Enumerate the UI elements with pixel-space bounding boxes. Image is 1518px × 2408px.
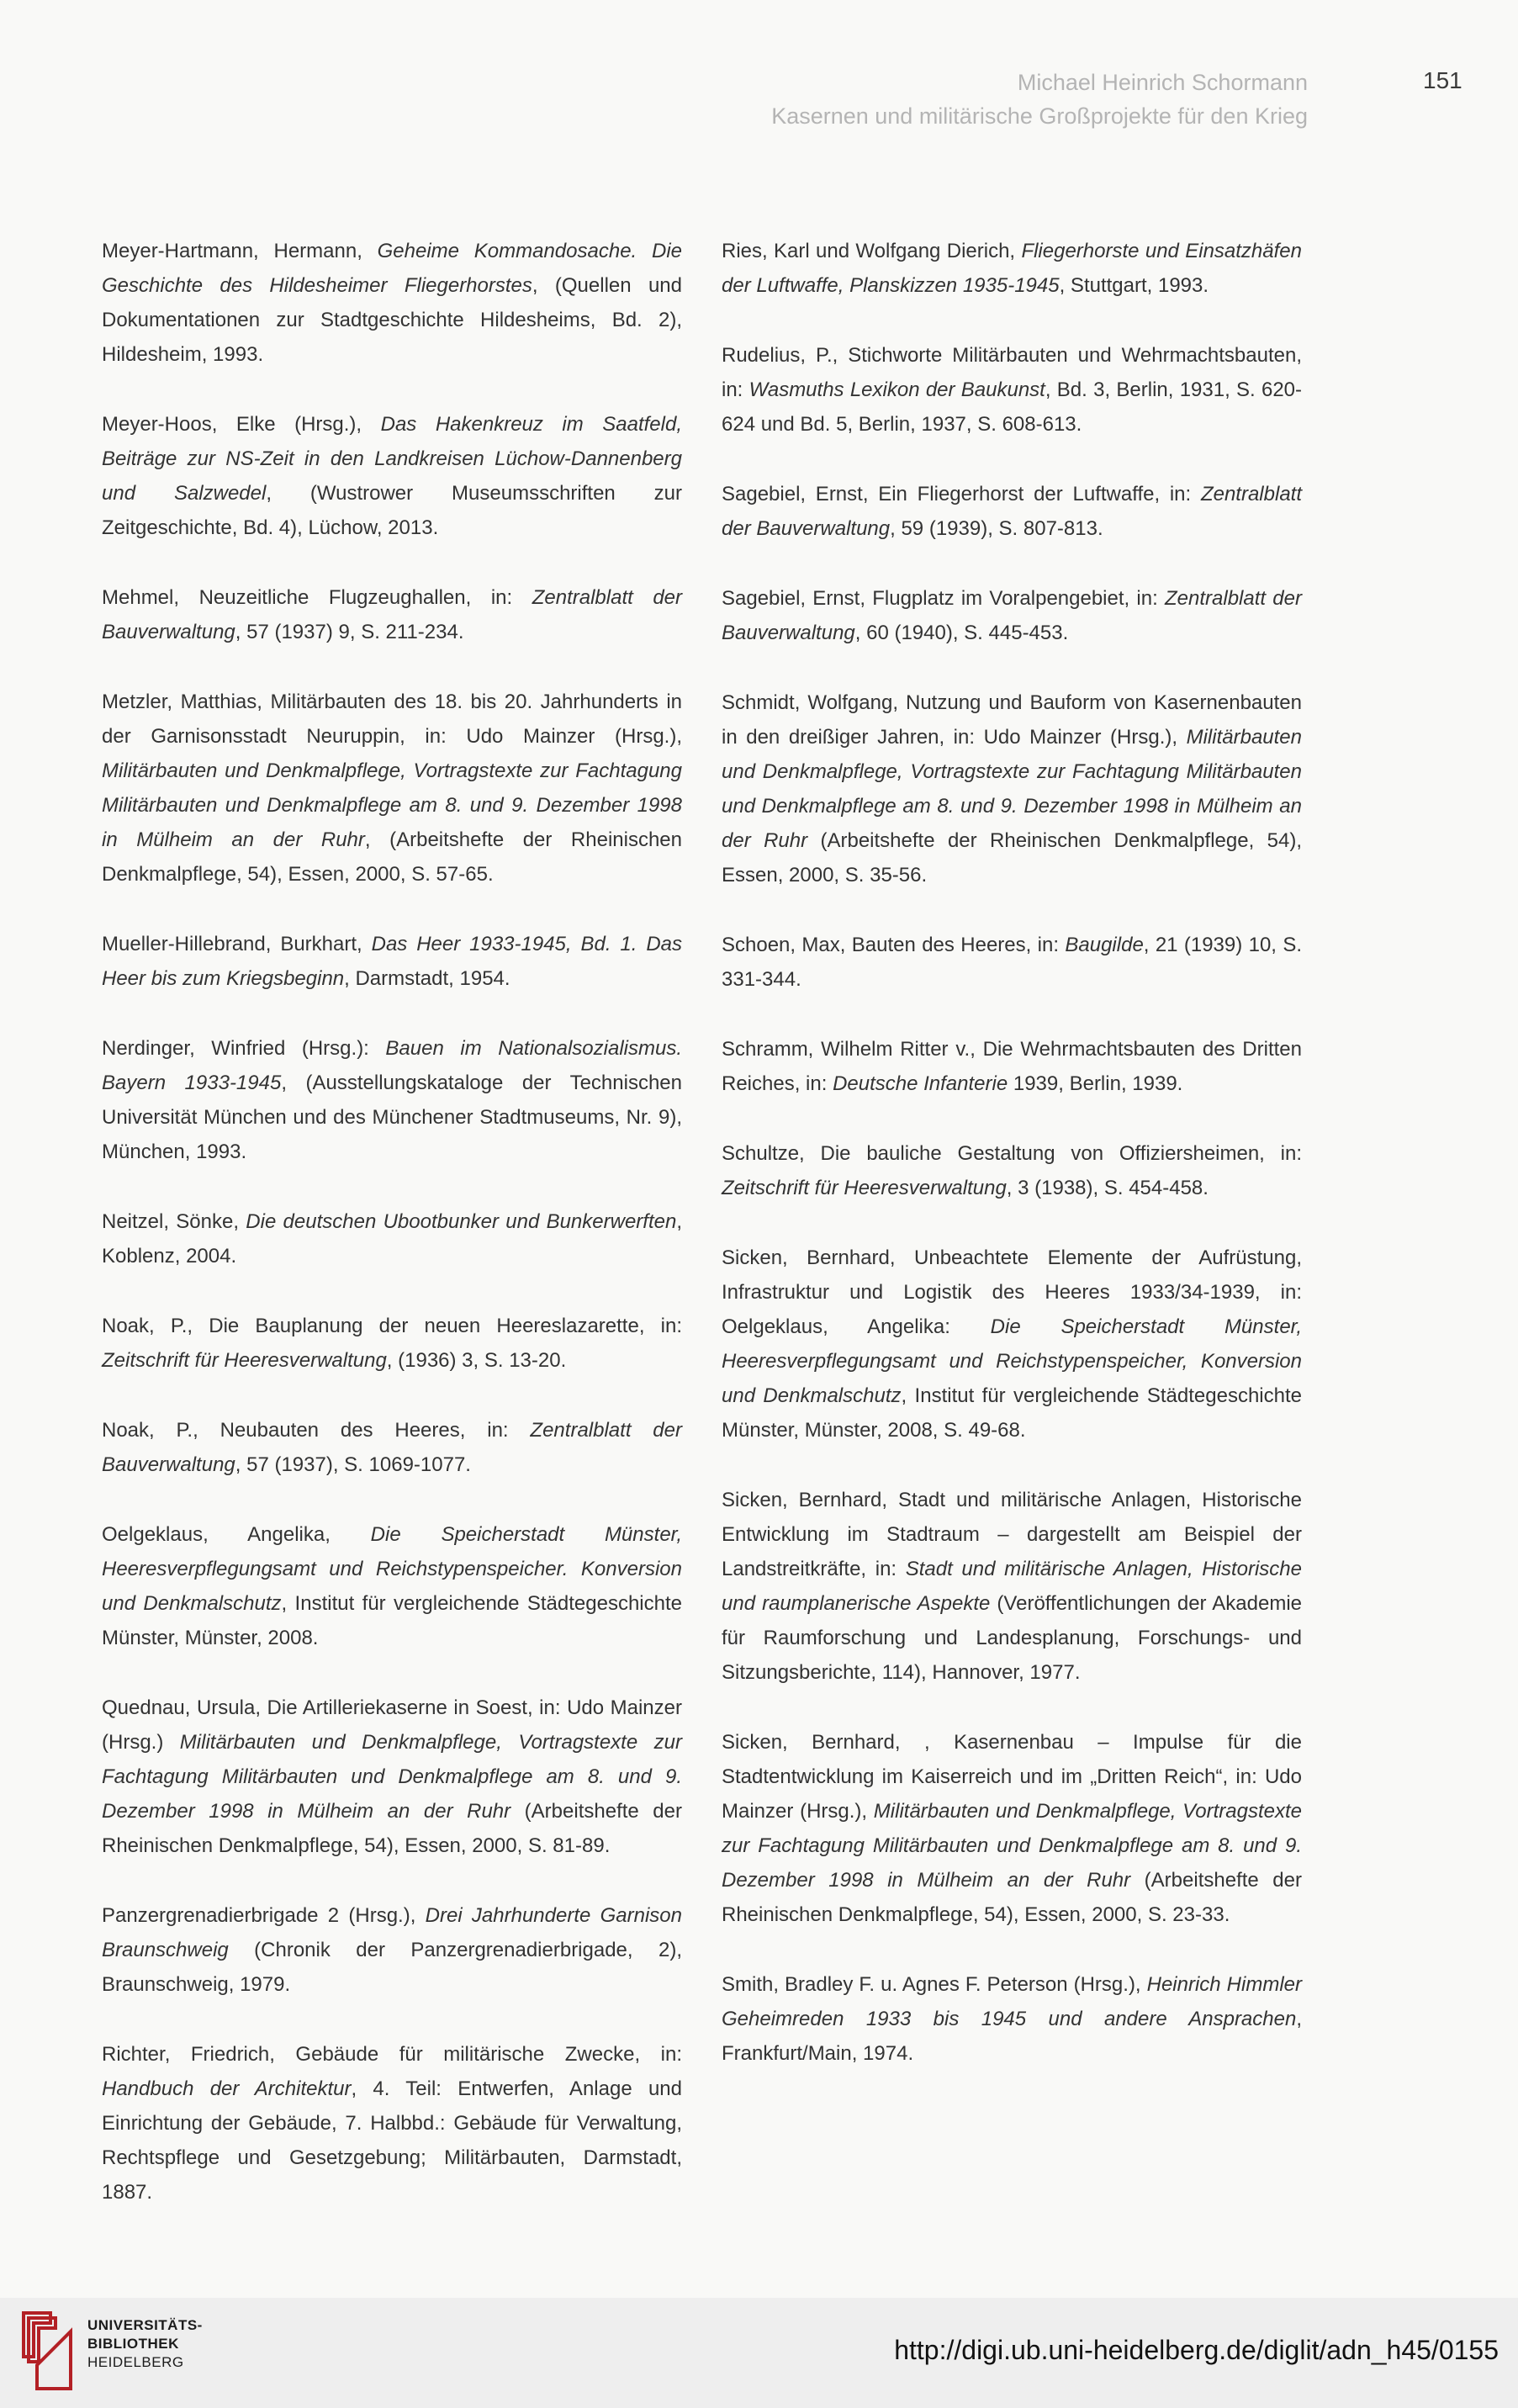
entry-title-italic: Zentralblatt der Bauverwaltung <box>102 1419 682 1476</box>
entry-text: , (Wustrower Museumsschriften zur Zeitgeschichte, Bd. 4), Lüchow, 2013. <box>102 482 683 539</box>
entry-text: Nerdinger, Winfried (Hrsg.): <box>102 1037 386 1060</box>
bibliography-entry <box>722 1483 1302 1690</box>
entry-text: , 59 (1939), S. 807-813. <box>890 517 1103 540</box>
entry-text: Noak, P., Die Bauplanung der neuen Heereslazarette, in: <box>102 1315 682 1337</box>
entry-text: Sicken, Bernhard, , Kasernenbau – Impulse für die Stadtentwicklung im Kaiserreich und im „Dritten Reich“, in: Udo Mainzer (Hrsg.), <box>722 1731 1302 1823</box>
entry-text: Sicken, Bernhard, Stadt und militärische Anlagen, Historische Entwicklung im Stadtraum – dargestellt am Beispiel der Landstreitkräfte, in: <box>722 1489 1302 1580</box>
bibliography-entry <box>722 234 1302 303</box>
entry-text: Schoen, Max, Bauten des Heeres, in: <box>722 934 1066 956</box>
entry-text: , 57 (1937), S. 1069-1077. <box>235 1453 471 1476</box>
bibliography-entry <box>722 581 1302 650</box>
entry-text: Metzler, Matthias, Militärbauten des 18. bis 20. Jahrhunderts in der Garnisonsstadt Neuruppin, in: Udo Mainzer (Hrsg.), <box>102 691 682 748</box>
entry-text: , Darmstadt, 1954. <box>344 967 510 990</box>
entry-text: , (Quellen und Dokumentationen zur Stadtgeschichte Hildesheims, Bd. 2), Hildesheim, 1993. <box>102 274 682 366</box>
library-name-line2: BIBLIOTHEK <box>87 2336 179 2352</box>
entry-text: , Bd. 3, Berlin, 1931, S. 620-624 und Bd. 5, Berlin, 1937, S. 608-613. <box>722 378 1303 436</box>
entry-text: Neitzel, Sönke, <box>102 1210 246 1233</box>
entry-text: Schramm, Wilhelm Ritter v., Die Wehrmachtsbauten des Dritten Reiches, in: <box>722 1038 1302 1095</box>
entry-title-italic: Die Speicherstadt Münster, Heeresverpflegungsamt und Reichstypenspeicher. Konversion und Denkmalschutz <box>102 1523 682 1615</box>
entry-text: , 60 (1940), S. 445-453. <box>854 622 1069 644</box>
bibliography-entry <box>102 407 682 545</box>
entry-title-italic: Bauen im Nationalsozialismus. Bayern 1933-1945 <box>102 1037 683 1094</box>
bibliography-entry <box>722 1725 1302 1932</box>
entry-text: Sagebiel, Ernst, Ein Fliegerhorst der Luftwaffe, in: <box>722 483 1201 505</box>
entry-title-italic: Militärbauten und Denkmalpflege, Vortragstexte zur Fachtagung Militärbauten und Denkmalpflege am 8. und 9. Dezember 1998 in Mülheim an der Ruhr <box>722 726 1302 852</box>
entry-text: Sagebiel, Ernst, Flugplatz im Voralpengebiet, in: <box>722 587 1166 610</box>
entry-text: (Arbeitshefte der Rheinischen Denkmalpflege, 54), Essen, 2000, S. 23-33. <box>722 1869 1302 1926</box>
page-number: 151 <box>1423 67 1462 93</box>
entry-title-italic: Geheime Kommandosache. Die Geschichte des Hildesheimer Fliegerhorstes <box>102 240 682 297</box>
entry-text: , (Ausstellungskataloge der Technischen Universität München und des Münchener Stadtmuseums, Nr. 9), München, 1993. <box>102 1072 682 1163</box>
entry-title-italic: Deutsche Infanterie <box>833 1072 1008 1095</box>
bibliography-left-column <box>102 234 682 2245</box>
entry-title-italic: Die deutschen Ubootbunker und Bunkerwerften <box>246 1210 677 1233</box>
entry-title-italic: Handbuch der Architektur <box>102 2077 352 2100</box>
bibliography-entry <box>102 685 682 892</box>
entry-text: Rudelius, P., Stichworte Militärbauten und Wehrmachtsbauten, in: <box>722 344 1302 401</box>
entry-text: , (Arbeitshefte der Rheinischen Denkmalpflege, 54), Essen, 2000, S. 57-65. <box>102 828 682 886</box>
running-header <box>771 66 1308 133</box>
entry-title-italic: Militärbauten und Denkmalpflege, Vortragstexte zur Fachtagung Militärbauten und Denkmalpflege am 8. und 9. Dezember 1998 in Mülheim an der Ruhr <box>102 1731 682 1823</box>
entry-text: Quednau, Ursula, Die Artilleriekaserne in Soest, in: Udo Mainzer (Hrsg.) <box>102 1696 682 1754</box>
entry-text: , 21 (1939) 10, S. 331-344. <box>722 934 1303 991</box>
bibliography-entry <box>722 685 1302 892</box>
entry-text: Ries, Karl und Wolfgang Dierich, <box>722 240 1022 262</box>
bibliography-entry <box>102 1517 682 1655</box>
entry-title-italic: Zentralblatt der Bauverwaltung <box>102 586 683 643</box>
bibliography-entry <box>102 1204 682 1273</box>
entry-text: Richter, Friedrich, Gebäude für militärische Zwecke, in: <box>102 2043 682 2066</box>
bibliography-entry <box>102 234 682 372</box>
entry-text: , Stuttgart, 1993. <box>1059 274 1209 297</box>
bibliography-entry <box>102 2037 682 2210</box>
entry-text: (Chronik der Panzergrenadierbrigade, 2), Braunschweig, 1979. <box>102 1939 682 1996</box>
bibliography-entry <box>722 1241 1302 1447</box>
entry-text: Meyer-Hoos, Elke (Hrsg.), <box>102 413 381 436</box>
entry-text: , 3 (1938), S. 454-458. <box>1006 1177 1209 1199</box>
entry-text: , Frankfurt/Main, 1974. <box>722 2008 1302 2065</box>
library-name-line1: UNIVERSITÄTS- <box>87 2317 203 2333</box>
header-author: Michael Heinrich Schormann <box>1017 70 1308 95</box>
bibliography-entry <box>722 1967 1302 2071</box>
entry-title-italic: Wasmuths Lexikon der Baukunst <box>748 378 1045 401</box>
bibliography-entry <box>102 927 682 996</box>
entry-text: Smith, Bradley F. u. Agnes F. Peterson (Hrsg.), <box>722 1973 1147 1996</box>
entry-title-italic: Zentralblatt der Bauverwaltung <box>722 587 1302 644</box>
entry-title-italic: Fliegerhorste und Einsatzhäfen der Luftwaffe, Planskizzen 1935-1945 <box>722 240 1302 297</box>
bibliography-entry <box>722 1136 1302 1205</box>
entry-text: Panzergrenadierbrigade 2 (Hrsg.), <box>102 1904 426 1927</box>
entry-text: (Arbeitshefte der Rheinischen Denkmalpflege, 54), Essen, 2000, S. 35-56. <box>722 829 1303 886</box>
entry-text: , Koblenz, 2004. <box>102 1210 682 1268</box>
entry-text: (Veröffentlichungen der Akademie für Raumforschung und Landesplanung, Forschungs- und Sitzungsberichte, 114), Hannover, 1977. <box>722 1592 1302 1684</box>
entry-title-italic: Zeitschrift für Heeresverwaltung <box>102 1349 387 1372</box>
entry-title-italic: Das Heer 1933-1945, Bd. 1. Das Heer bis zum Kriegsbeginn <box>102 933 683 990</box>
entry-text: , Institut für vergleichende Städtegeschichte Münster, Münster, 2008, S. 49-68. <box>722 1384 1302 1442</box>
bibliography-entry <box>722 477 1302 546</box>
bibliography-entry <box>722 338 1302 442</box>
entry-text: Meyer-Hartmann, Hermann, <box>102 240 378 262</box>
entry-text: Schultze, Die bauliche Gestaltung von Offiziersheimen, in: <box>722 1142 1302 1165</box>
entry-text: , (1936) 3, S. 13-20. <box>386 1349 567 1372</box>
entry-title-italic: Drei Jahrhunderte Garnison Braunschweig <box>102 1904 683 1961</box>
bibliography-entry <box>722 1032 1302 1101</box>
entry-text: , 57 (1937) 9, S. 211-234. <box>235 621 464 643</box>
bibliography-entry <box>102 1309 682 1378</box>
entry-text: 1939, Berlin, 1939. <box>1008 1072 1183 1095</box>
entry-title-italic: Die Speicherstadt Münster, Heeresverpflegungsamt und Reichstypenspeicher, Konversion und Denkmalschutz <box>722 1315 1302 1407</box>
entry-title-italic: Stadt und militärische Anlagen, Historische und raumplanerische Aspekte <box>722 1558 1302 1615</box>
bibliography-entry <box>102 580 682 649</box>
entry-text: Oelgeklaus, Angelika, <box>102 1523 371 1546</box>
entry-text: (Arbeitshefte der Rheinischen Denkmalpflege, 54), Essen, 2000, S. 81-89. <box>102 1800 682 1857</box>
library-logo-icon <box>17 2306 77 2395</box>
bibliography-entry <box>102 1898 682 2002</box>
entry-text: Sicken, Bernhard, Unbeachtete Elemente der Aufrüstung, Infrastruktur und Logistik des Heeres 1933/34-1939, in: Oelgeklaus, Angelika: <box>722 1246 1302 1338</box>
entry-title-italic: Militärbauten und Denkmalpflege, Vortragstexte zur Fachtagung Militärbauten und Denkmalpflege am 8. und 9. Dezember 1998 in Mülheim an der Ruhr <box>102 759 682 851</box>
header-title: Kasernen und militärische Großprojekte für den Krieg <box>771 103 1308 129</box>
entry-title-italic: Zentralblatt der Bauverwaltung <box>722 483 1302 540</box>
bibliography-right-column <box>722 234 1302 2106</box>
bibliography-entry <box>722 928 1302 997</box>
entry-text: Mehmel, Neuzeitliche Flugzeughallen, in: <box>102 586 532 609</box>
entry-text: , 4. Teil: Entwerfen, Anlage und Einrichtung der Gebäude, 7. Halbbd.: Gebäude für Verwaltung, Rechtspflege und Gesetzgebung; Militärbauten, Darmstadt, 1887. <box>102 2077 682 2204</box>
entry-title-italic: Militärbauten und Denkmalpflege, Vortragstexte zur Fachtagung Militärbauten und Denkmalpflege am 8. und 9. Dezember 1998 in Mülheim an der Ruhr <box>722 1800 1302 1892</box>
entry-text: , Institut für vergleichende Städtegeschichte Münster, Münster, 2008. <box>102 1592 682 1649</box>
entry-text: Mueller-Hillebrand, Burkhart, <box>102 933 372 955</box>
library-name <box>87 2316 203 2372</box>
entry-title-italic: Heinrich Himmler Geheimreden 1933 bis 1945 und andere Ansprachen <box>722 1973 1302 2030</box>
entry-title-italic: Zeitschrift für Heeresverwaltung <box>722 1177 1007 1199</box>
source-url[interactable]: http://digi.ub.uni-heidelberg.de/diglit/adn_h45/0155 <box>894 2335 1499 2365</box>
entry-title-italic: Das Hakenkreuz im Saatfeld, Beiträge zur NS-Zeit in den Landkreisen Lüchow-Dannenberg und Salzwedel <box>102 413 682 505</box>
library-name-line3: HEIDELBERG <box>87 2354 184 2370</box>
entry-text: Schmidt, Wolfgang, Nutzung und Bauform von Kasernenbauten in den dreißiger Jahren, in: Udo Mainzer (Hrsg.), <box>722 691 1302 749</box>
bibliography-entry <box>102 1413 682 1482</box>
entry-text: Noak, P., Neubauten des Heeres, in: <box>102 1419 531 1442</box>
entry-title-italic: Baugilde <box>1065 934 1144 956</box>
bibliography-entry <box>102 1031 682 1169</box>
bibliography-entry <box>102 1691 682 1863</box>
